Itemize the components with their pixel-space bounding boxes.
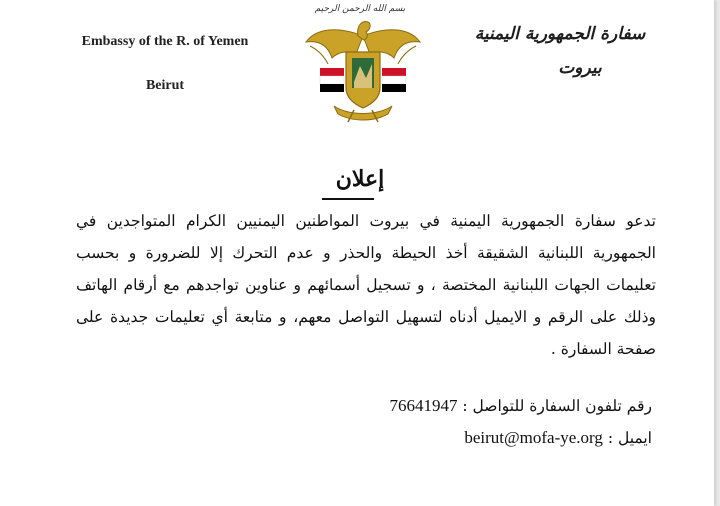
bismillah-text: بسم الله الرحمن الرحيم: [314, 4, 406, 14]
email-label: ايميل :: [607, 429, 652, 447]
header-arabic: [455, 24, 665, 78]
header-english: [70, 34, 260, 94]
email-value: beirut@mofa-ye.org: [464, 428, 603, 447]
title-underline: [322, 198, 374, 200]
embassy-name-english: Embassy of the R. of Yemen: [81, 34, 249, 49]
contact-email: [272, 428, 652, 448]
announcement-title: إعلان: [335, 166, 385, 192]
city-english: Beirut: [145, 78, 185, 93]
yemen-eagle-emblem-icon: [298, 6, 428, 126]
phone-label: رقم تلفون السفارة للتواصل :: [462, 397, 652, 415]
city-arabic: بيروت: [558, 58, 602, 78]
contact-phone: [272, 396, 652, 416]
phone-value: 76641947: [389, 396, 458, 415]
announcement-body: تدعو سفارة الجمهورية اليمنية في بيروت المواطنين اليمنيين الكرام المتواجدين في الجمهورية اللبنانية الشقيقة أخذ الحيطة والحذر و عدم التحرك إلا للضرورة و بحسب تعليمات الجهات اللبنانية المختصة ، و تسجيل أسمائهم و عناوين تواجدهم مع أرقام الهاتف وذلك على الرقم و الايميل أدناه لتسهيل التواصل معهم، و متابعة أي تعليمات جديدة على صفحة السفارة .: [76, 212, 656, 358]
embassy-name-arabic: سفارة الجمهورية اليمنية: [474, 24, 646, 44]
